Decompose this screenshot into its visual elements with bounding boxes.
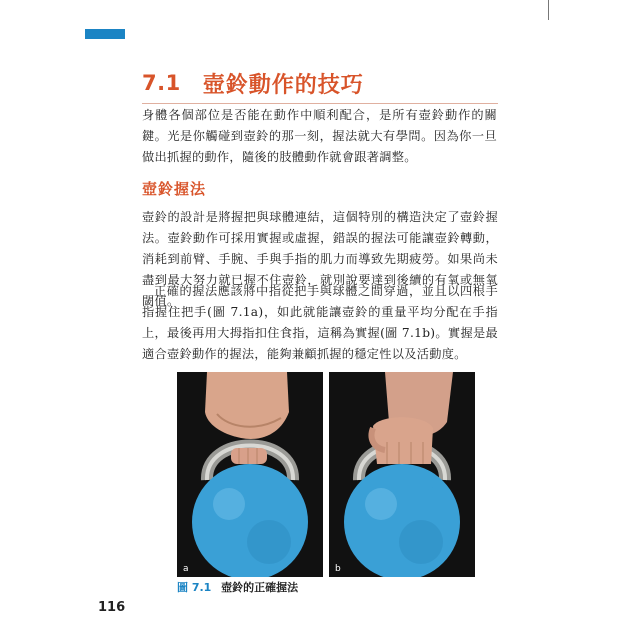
crop-mark [548, 0, 549, 20]
figure-photo-a [177, 372, 323, 577]
kettlebell-grip-photo-a [177, 372, 323, 577]
figure-number: 圖 7.1 [177, 581, 212, 594]
figure-label-b: b [335, 564, 341, 574]
kettlebell-grip-photo-b [329, 372, 475, 577]
figure-caption [177, 579, 298, 595]
grip-paragraph-2: 正確的握法應該將中指從把手與球體之間穿過，並且以四根手指握住把手(圖 7.1a)，如此就能讓壺鈴的重量平均分配在手指上，最後再用大拇指扣住食指，這稱為實握(圖 7.1b)。實握是最適合壺鈴動作的握法，能夠兼顧抓握的穩定性以及活動度。 [142, 284, 498, 361]
heading-divider [142, 103, 498, 104]
section-heading [142, 64, 502, 102]
section-title: 壺鈴動作的技巧 [202, 72, 364, 98]
figure-caption-text: 壺鈴的正確握法 [221, 581, 299, 594]
grip-paragraph-1: 壺鈴的設計是將握把與球體連結，這個特別的構造決定了壺鈴握法。壺鈴動作可採用實握或虛握，錯誤的握法可能讓壺鈴轉動，消耗到前臂、手腕、手與手指的肌力而導致先期疲勞。如果尚未盡到最大努力就已握不住壺鈴，就別說要達到後續的有氧或無氧閾值。 [142, 210, 498, 308]
chapter-tab-marker [85, 29, 125, 39]
intro-paragraph: 身體各個部位是否能在動作中順利配合，是所有壺鈴動作的關鍵。光是你觸碰到壺鈴的那一刻，握法就大有學問。因為你一旦做出抓握的動作，隨後的肢體動作就會跟著調整。 [142, 108, 497, 164]
figure-label-a: a [183, 564, 189, 574]
subsection-heading: 壺鈴握法 [142, 180, 207, 198]
page-number: 116 [98, 600, 126, 615]
figure-photo-b [329, 372, 475, 577]
section-number: 7.1 [142, 71, 181, 95]
